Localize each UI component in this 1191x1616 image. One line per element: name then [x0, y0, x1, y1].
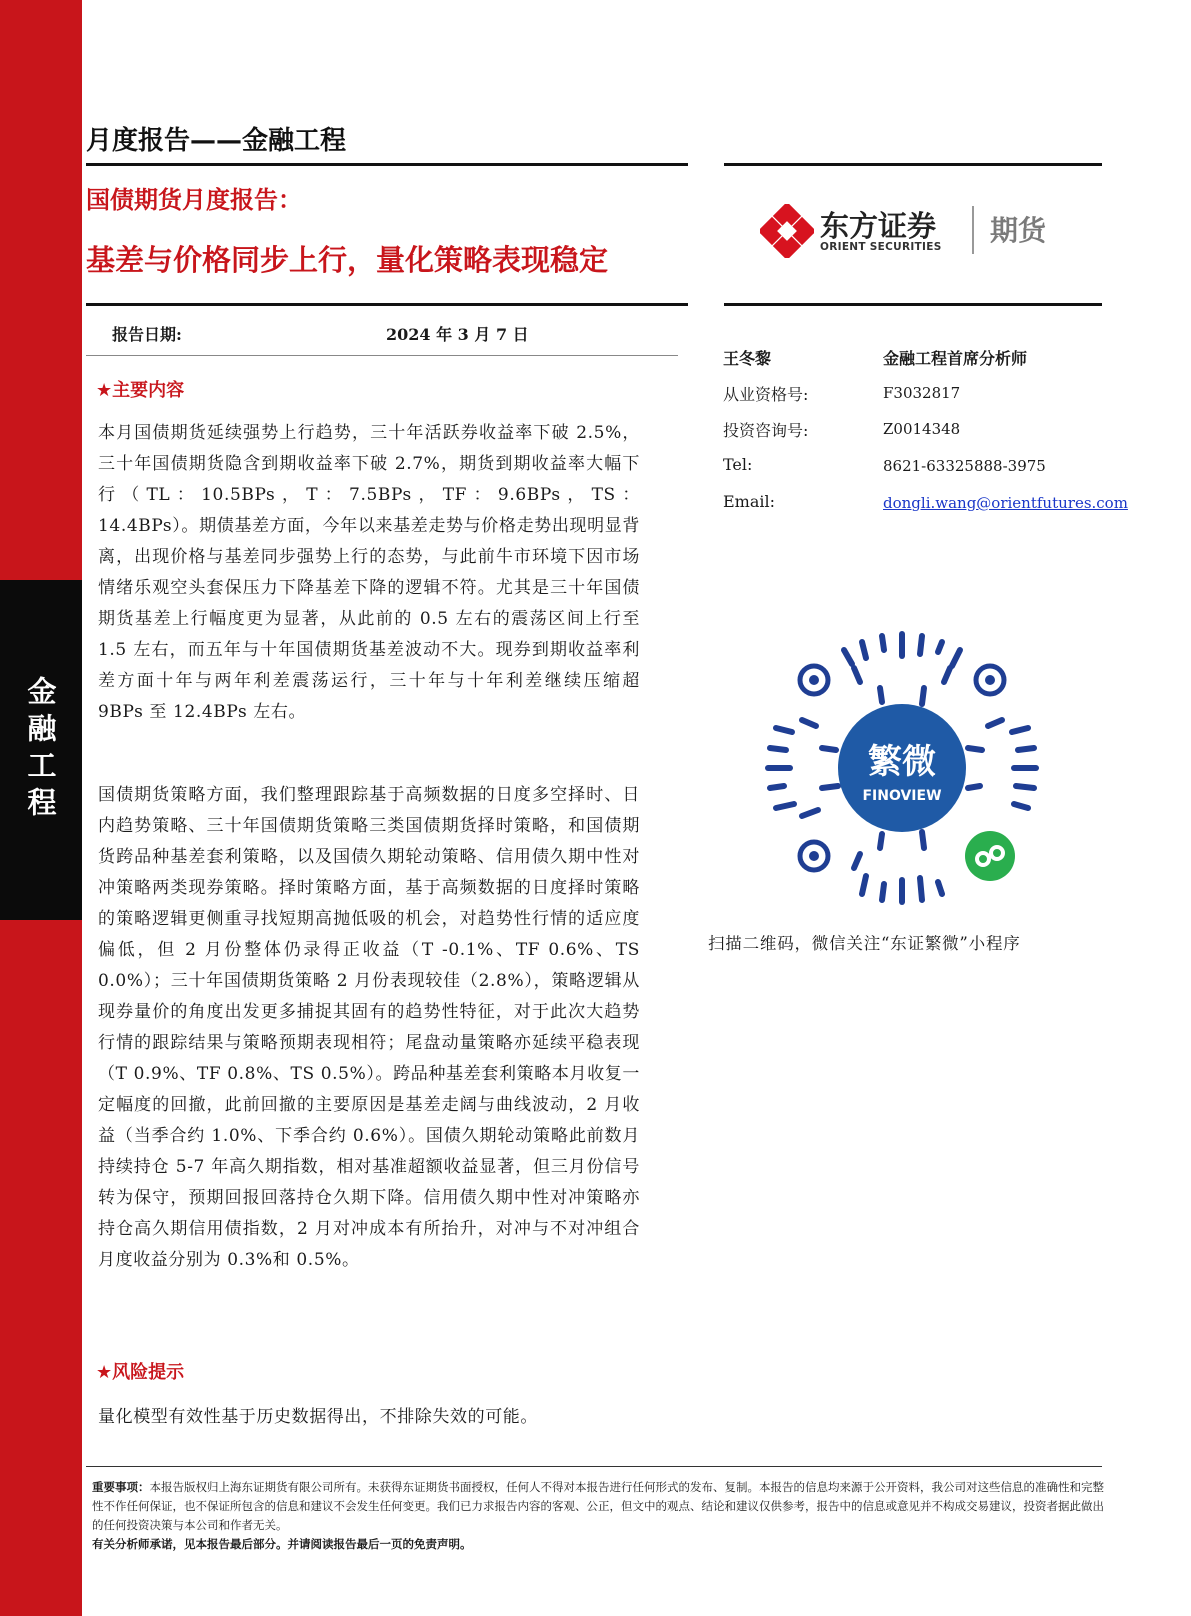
summary-paragraph-1: 本月国债期货延续强势上行趋势，三十年活跃券收益率下破 2.5%，三十年国债期货隐含到期收益率下破 2.7%，期货到期收益率大幅下行（TL：10.5BPs，T：7.5BPs，TF：9.6BPs，TS：14.4BPs）。期债基差方面，今年以来基差走势与价格走势出现明显背离，出现价格与基差同步强势上行的态势，与此前牛市环境下因市场情绪乐观空头套保压力下降基差下降的逻辑不符。尤其是三十年国债期货基差上行幅度更为显著，从此前的 0.5 左右的震荡区间上行至 1.5 左右，而五年与十年国债期货基差波动不大。现券到期收益率利差方面十年与两年利差震荡运行，三十年与十年利差继续压缩超 9BPs 至 12.4BPs 左右。: [98, 423, 640, 722]
email-link[interactable]: dongli.wang@orientfutures.com: [883, 494, 1128, 512]
logo-division: 期货: [990, 214, 1047, 247]
date-rule: [86, 355, 678, 356]
title-rule-right: [724, 303, 1102, 306]
top-rule-left: [86, 163, 688, 166]
footer-rule: [86, 1466, 1102, 1467]
qr-center-en: FINOVIEW: [862, 788, 942, 804]
risk-paragraph: 量化模型有效性基于历史数据得出，不排除失效的可能。: [98, 1407, 538, 1427]
sidebar-category-block: [0, 580, 82, 920]
analyst-name: 王冬黎: [723, 349, 772, 368]
company-logo: [760, 200, 1060, 262]
orient-securities-logo-icon: [760, 204, 814, 258]
tel-value: 8621-63325888-3975: [883, 457, 1046, 475]
logo-brand-en: ORIENT SECURITIES: [820, 241, 942, 253]
qualification-label: 从业资格号:: [723, 385, 809, 404]
tel-label: Tel:: [723, 455, 753, 474]
analyst-title: 金融工程首席分析师: [883, 349, 1028, 368]
report-date-label: 报告日期:: [112, 325, 182, 344]
report-title-line1: 国债期货月度报告：: [86, 186, 302, 214]
section-risk-title: ★风险提示: [96, 1362, 185, 1383]
logo-divider: [972, 206, 974, 254]
logo-brand-cn: 东方证券: [820, 209, 937, 243]
report-title-line2: 基差与价格同步上行，量化策略表现稳定: [86, 243, 609, 277]
title-rule-left: [86, 303, 688, 306]
qualification-value: F3032817: [883, 384, 961, 402]
footer-disclaimer: [92, 1478, 1112, 1554]
summary-paragraph-2: 国债期货策略方面，我们整理跟踪基于高频数据的日度多空择时、日内趋势策略、三十年国债期货策略三类国债期货择时策略，和国债期货跨品种基差套利策略，以及国债久期轮动策略、信用债久期中性对冲策略两类现券策略。择时策略方面，基于高频数据的日度择时策略的策略逻辑更侧重寻找短期高抛低吸的机会，对趋势性行情的适应度偏低，但 2 月份整体仍录得正收益（T -0.1%、TF 0.6%、TS 0.0%）；三十年国债期货策略 2 月份表现较佳（2.8%），策略逻辑从现券量价的角度出发更多捕捉其固有的趋势性特征，对于此次大趋势行情的跟踪结果与策略预期表现相符；尾盘动量策略亦延续平稳表现（T 0.9%、TF 0.8%、TS 0.5%）。跨品种基差套利策略本月收复一定幅度的回撤，此前回撤的主要原因是基差走阔与曲线波动，2 月收益（当季合约 1.0%、下季合约 0.6%）。国债久期轮动策略此前数月持续持仓 5-7 年高久期指数，相对基准超额收益显著，但三月份信号转为保守，预期回报回落持仓久期下降。信用债久期中性对冲策略亦持仓高久期信用债指数，2 月对冲成本有所抬升，对冲与不对冲组合月度收益分别为 0.3%和 0.5%。: [98, 785, 640, 1270]
email-label: Email:: [723, 492, 776, 511]
mini-program-qr-code[interactable]: [762, 628, 1042, 908]
footer-important-label: 重要事项：: [92, 1480, 150, 1494]
consulting-label: 投资咨询号:: [723, 421, 809, 440]
footer-important-text: 本报告版权归上海东证期货有限公司所有。未获得东证期货书面授权，任何人不得对本报告进行任何形式的发布、复制。本报告的信息均来源于公开资料，我公司对这些信息的准确性和完整性不作任何保证，也不保证所包含的信息和建议不会发生任何变更。我们已力求报告内容的客观、公正，但文中的观点、结论和建议仅供参考，报告中的信息或意见并不构成交易建议，投资者据此做出的任何投资决策与本公司和作者无关。: [92, 1480, 1104, 1532]
consulting-value: Z0014348: [883, 420, 961, 438]
qr-caption: 扫描二维码，微信关注“东证繁微”小程序: [708, 934, 1021, 953]
report-date-value: 2024 年 3 月 7 日: [386, 325, 529, 344]
sidebar-category-label: 金融工程: [23, 676, 58, 824]
report-type: 月度报告——金融工程: [86, 126, 347, 156]
qr-center-cn: 繁微: [868, 742, 936, 782]
section-main-content-title: ★主要内容: [96, 380, 185, 401]
top-rule-right: [724, 163, 1102, 166]
footer-commitment: 有关分析师承诺，见本报告最后部分。并请阅读报告最后一页的免责声明。: [92, 1537, 472, 1551]
